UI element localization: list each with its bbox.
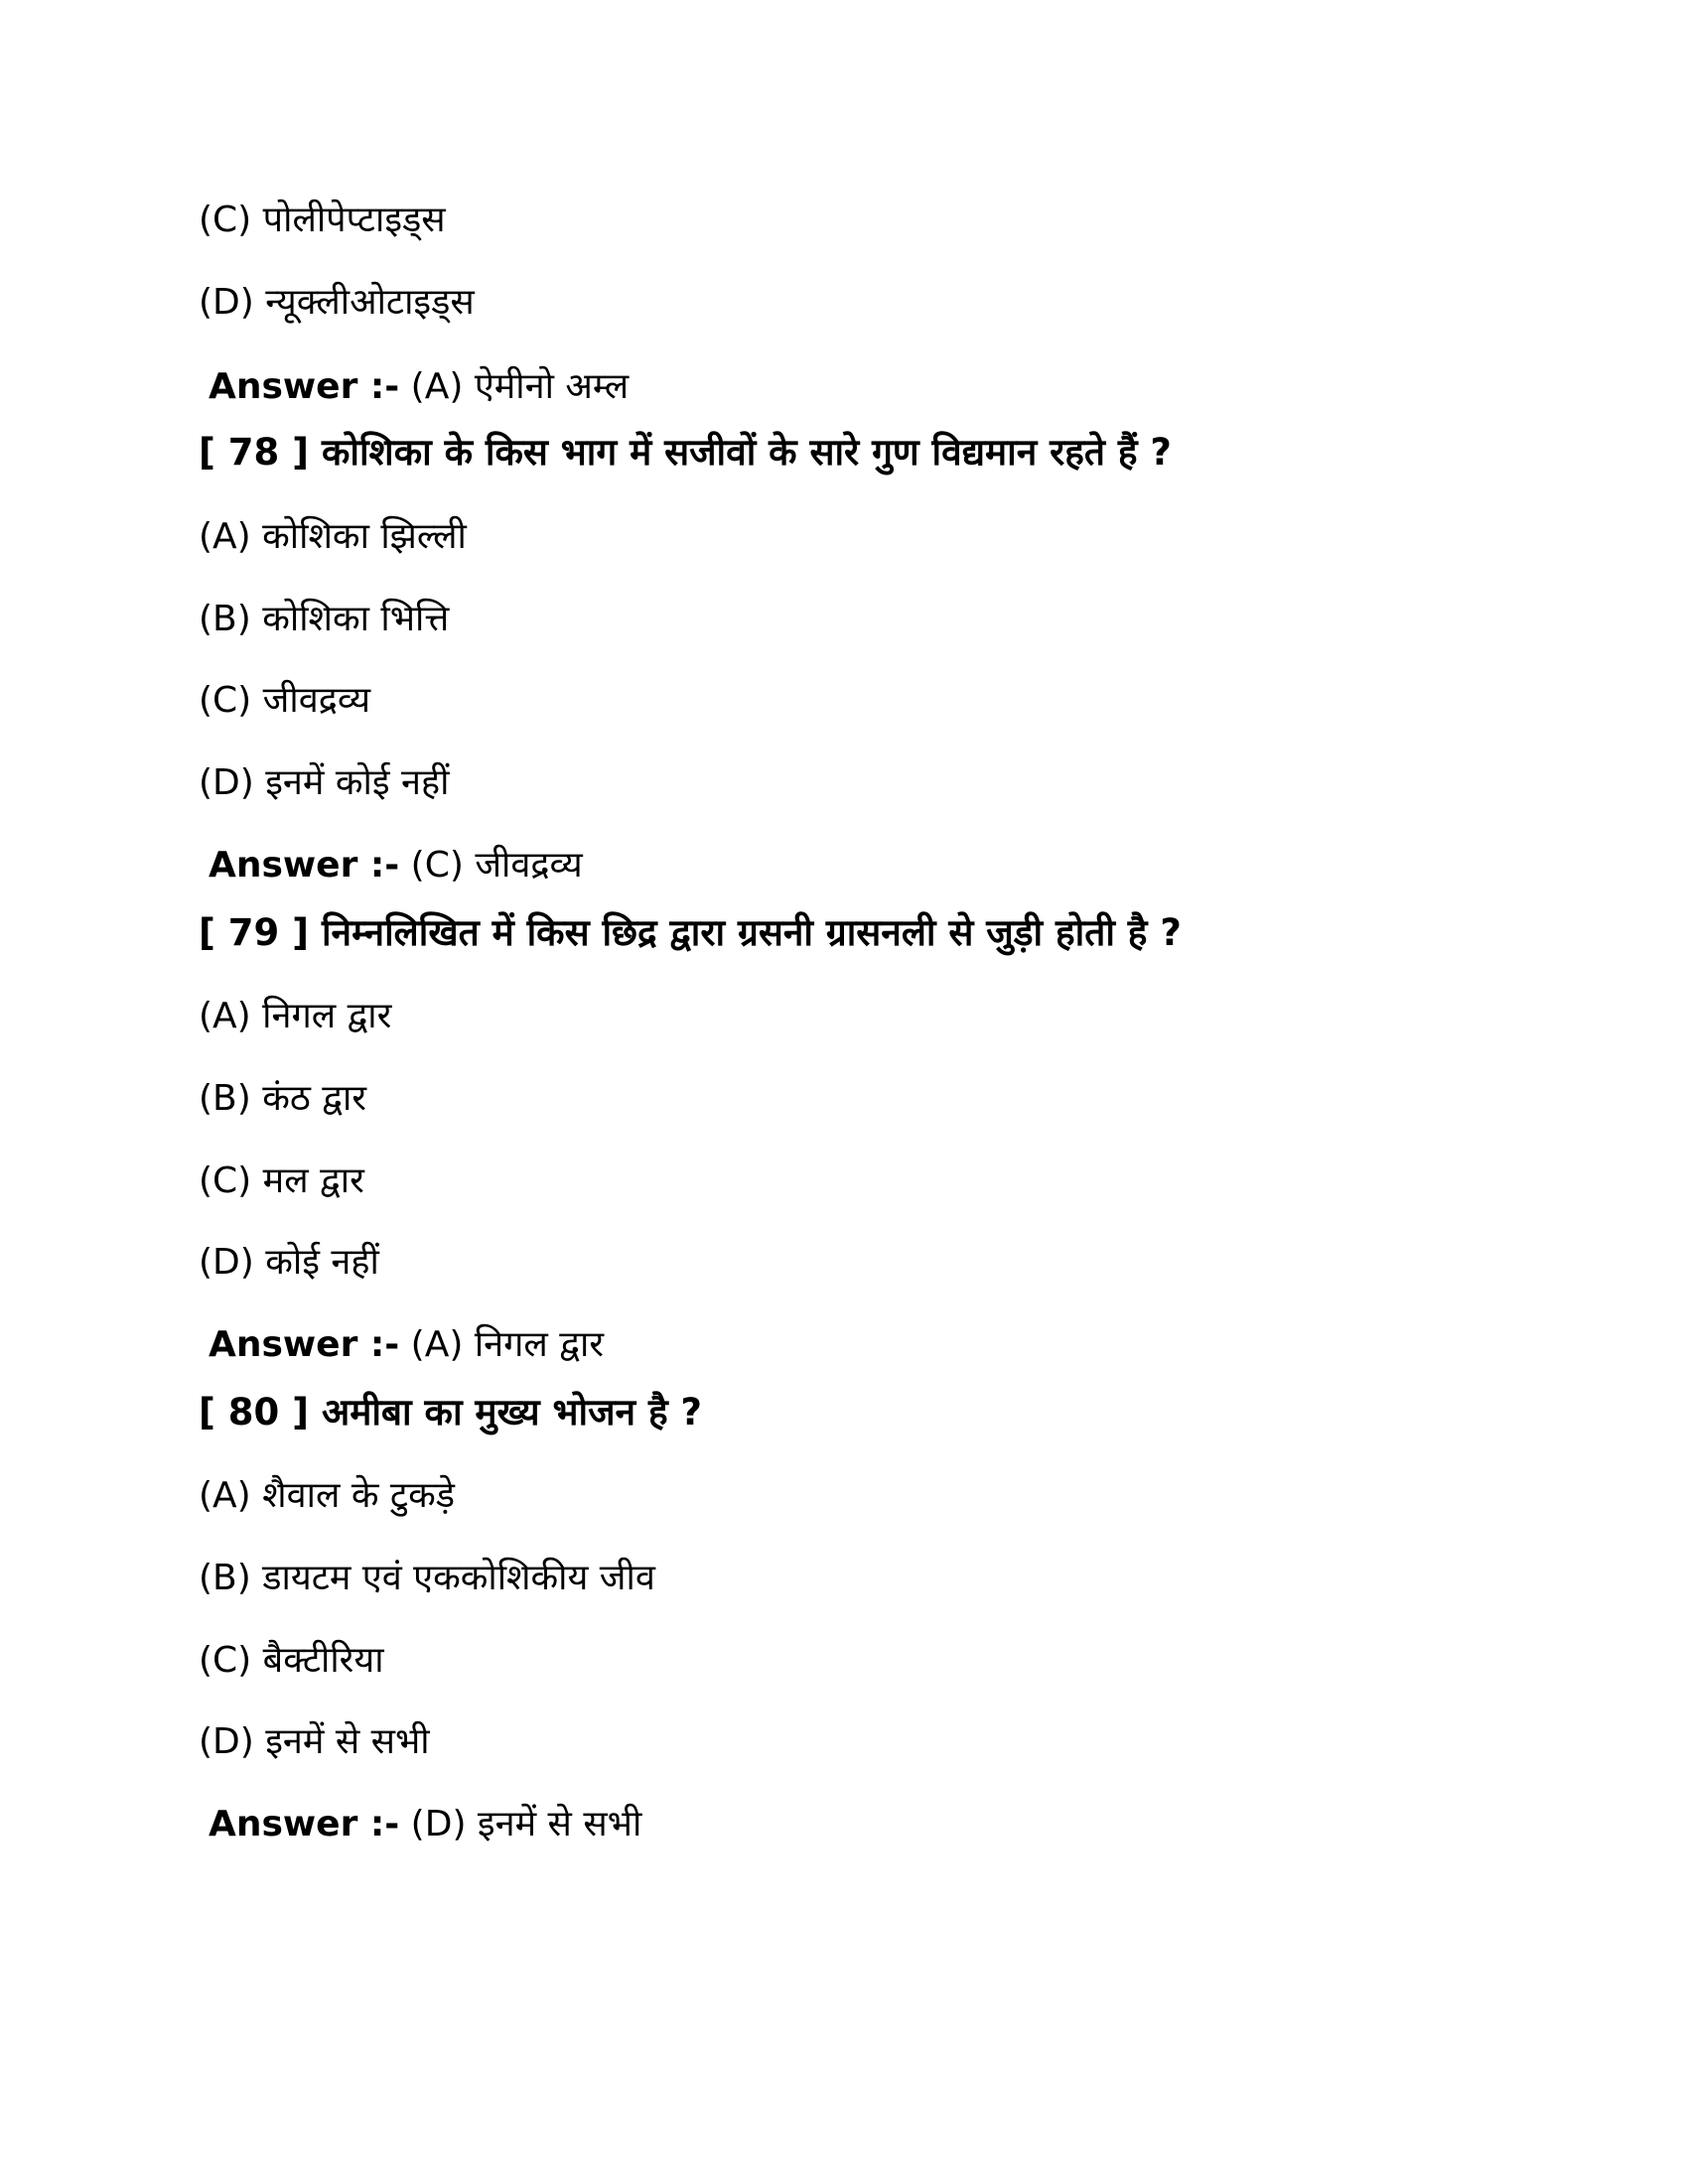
answer-label: Answer :- [209,845,400,886]
answer-text: (A) ऐमीनो अम्ल [410,366,630,407]
answer-text: (C) जीवद्रव्य [410,845,583,886]
option-d: (D) इनमें से सभी [199,1721,430,1762]
option-b: (B) कोशिका भित्ति [199,599,450,639]
option-a: (A) निगल द्वार [199,996,392,1036]
option-a: (A) शैवाल के टुकड़े [199,1475,455,1516]
option-d: (D) कोई नहीं [199,1242,379,1283]
answer-line [209,842,583,889]
answer-label: Answer :- [209,1324,400,1365]
option-c: (C) जीवद्रव्य [199,680,371,721]
option-b: (B) कंठ द्वार [199,1078,366,1119]
option-d: (D) इनमें कोई नहीं [199,762,450,803]
option-b: (B) डायटम एवं एककोशिकीय जीव [199,1558,655,1598]
option-c: (C) मल द्वार [199,1160,364,1201]
answer-text: (A) निगल द्वार [410,1324,605,1365]
answer-line [209,1801,641,1848]
option-a: (A) कोशिका झिल्ली [199,516,467,557]
question-80: [ 80 ] अमीबा का मुख्य भोजन है ? [199,1391,702,1433]
answer-text: (D) इनमें से सभी [410,1804,642,1844]
question-78: [ 78 ] कोशिका के किस भाग में सजीवों के सारे गुण विद्यमान रहते हैं ? [199,431,1172,474]
option-c: (C) बैक्टीरिया [199,1640,384,1681]
answer-line [209,1321,604,1369]
option-c: (C) पोलीपेप्टाइड्स [199,200,446,240]
answer-label: Answer :- [209,1804,400,1844]
question-79: [ 79 ] निम्नलिखित में किस छिद्र द्वारा ग्रसनी ग्रासनली से जुड़ी होती है ? [199,911,1182,954]
answer-line [209,363,629,411]
option-d: (D) न्यूक्लीओटाइड्स [199,282,475,323]
answer-label: Answer :- [209,366,400,407]
